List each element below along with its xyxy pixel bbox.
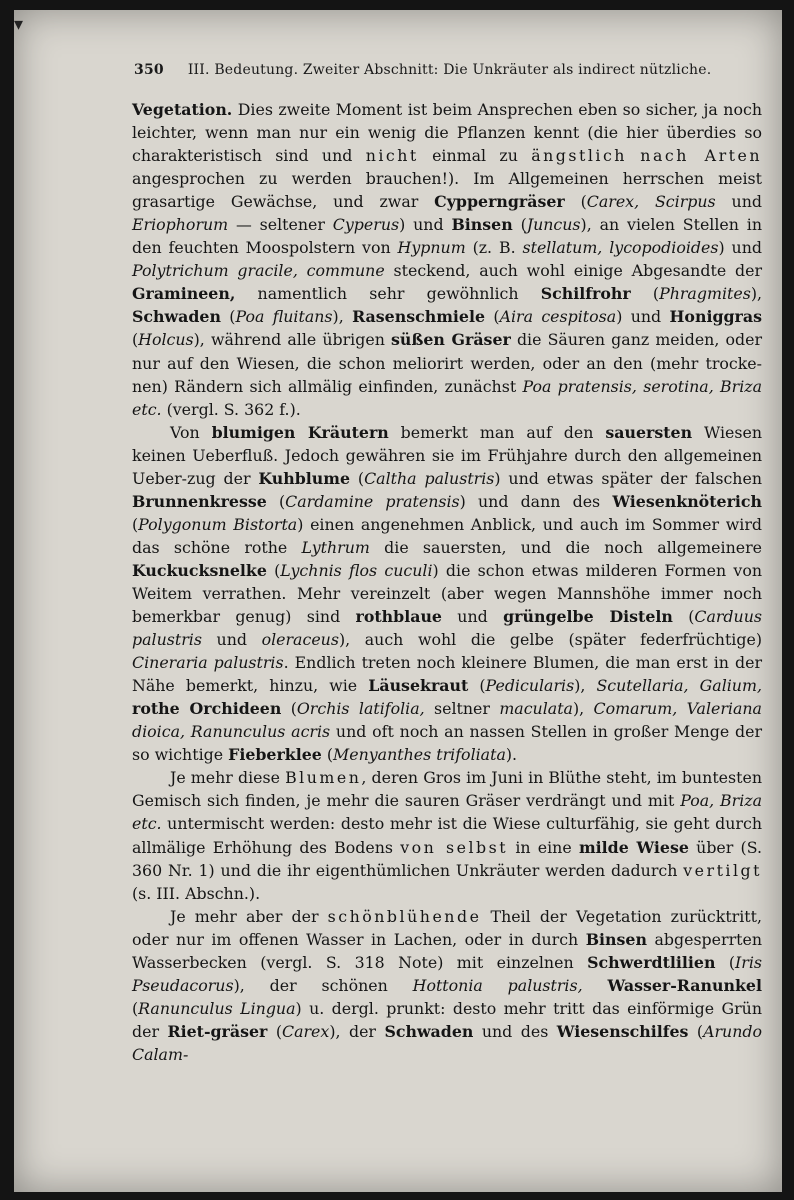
text-run: Kuhblume [258, 468, 351, 488]
text-run: Scutellaria, Galium, [596, 676, 762, 696]
text-run: ) und [718, 238, 762, 258]
text-run: grüngelbe Disteln [503, 607, 673, 627]
text-run: Lythrum [301, 537, 370, 557]
text-run: ) u. dergl. prunkt: desto mehr tritt das einförmige Grün der [132, 998, 762, 1041]
text-run: Von [170, 422, 212, 442]
text-run: ), [750, 284, 762, 304]
text-run: Schwaden [384, 1021, 474, 1041]
text-run: nach Arten [640, 146, 763, 166]
text-run: ( [564, 192, 587, 212]
text-run: ( [267, 1021, 282, 1041]
text-run: ), [574, 676, 597, 696]
text-run: ( [266, 491, 286, 511]
paragraph-schoenbluehend [132, 905, 762, 1066]
text-run: (s. III. Abschn.). [132, 883, 261, 903]
text-run: Wiesenknöterich [612, 491, 762, 511]
text-run: ( [132, 998, 139, 1018]
text-run: Wasser-Ranunkel [607, 975, 762, 995]
text-run: ( [266, 560, 281, 580]
text-run: Läusekraut [368, 676, 469, 696]
text-run: Lychnis flos cuculi [280, 560, 433, 580]
text-run: Carex, Scirpus [586, 192, 716, 212]
text-run: Iris Pseudacorus [132, 952, 762, 995]
text-run: Cineraria palustris [132, 653, 284, 673]
text-run: Ranunculus Lingua [138, 998, 296, 1018]
paragraph-blumen [132, 766, 762, 904]
text-run: milde Wiese [578, 837, 689, 857]
text-run: von selbst [400, 837, 509, 857]
text-run: ( [132, 330, 139, 350]
running-header [134, 62, 754, 78]
ink-mark: ▾ [14, 14, 24, 35]
text-run: und [715, 192, 762, 212]
text-run: Wiesen keinen Ueberfluß. Jedoch gewähren sie im Frühjahre durch den allgemeinen Ueber-zug der [132, 422, 762, 488]
text-run: rothe Orchideen [132, 699, 282, 719]
book-page [14, 10, 782, 1192]
text-run: Hypnum [397, 238, 466, 258]
text-run: Poa pratensis, serotina, Briza etc. [132, 376, 762, 419]
text-run: die sauersten, und die noch allgemeinere [369, 537, 763, 557]
text-run: ( [715, 952, 736, 972]
text-run: Arundo Calam- [132, 1021, 763, 1064]
text-run: Dies zweite Moment ist beim Ansprechen eben so sicher, ja noch leichter, wenn man nur ein wenig die Pflanzen kennt (die hier überdies so charakteristisch sind und [132, 100, 762, 166]
text-run: Polygonum Bistorta [138, 514, 298, 534]
text-run: sauersten [605, 422, 693, 442]
text-run: Hottonia palustris, [412, 975, 583, 995]
text-run: süßen Gräser [391, 330, 511, 350]
text-run: ), [332, 307, 353, 327]
text-run: ) und [616, 307, 670, 327]
page-number: 350 [134, 62, 164, 78]
text-run: und oft noch an nassen Stellen in großer Menge der so wichtige [132, 722, 762, 765]
text-run: nicht [365, 146, 419, 166]
text-run: ), während alle übrigen [193, 330, 391, 350]
text-run: ), der schönen [233, 975, 413, 995]
text-run: ( [630, 284, 660, 304]
text-run: Carduus palustris [132, 607, 762, 650]
text-run: oleraceus [261, 630, 339, 650]
text-run: ( [688, 1021, 704, 1041]
text-run: Aira cespitosa [499, 307, 617, 327]
text-run: Blumen [285, 768, 362, 788]
text-run: ( [672, 607, 695, 627]
text-run: ( [468, 676, 486, 696]
text-run: Binsen [451, 215, 513, 235]
text-run: und des [473, 1021, 557, 1041]
text-run [627, 146, 640, 165]
text-run: ( [132, 514, 139, 534]
text-run: Carex [282, 1021, 330, 1041]
text-run: ), der [329, 1021, 385, 1041]
text-run: Comarum, Valeriana dioica, Ranunculus acris [132, 699, 762, 742]
text-run: Poa fluitans [235, 307, 333, 327]
text-run: Juncus [526, 215, 581, 235]
text-run: ( [321, 745, 334, 765]
text-run: seltner [424, 699, 500, 719]
text-run: ( [512, 215, 527, 235]
text-run: ( [350, 468, 365, 488]
text-run: Cyperus [332, 215, 400, 235]
text-run: (z. B. [465, 238, 523, 258]
text-run: Holcus [138, 330, 194, 350]
text-run: untermischt werden: desto mehr ist die Wiese culturfähig, sie geht durch allmälige Erhöhung des Bodens [132, 814, 762, 857]
text-run: Je mehr diese [170, 768, 286, 788]
page-body [132, 98, 762, 1066]
text-run: über (S. 360 Nr. 1) und die ihr eigenthümlichen Unkräuter werden dadurch [132, 837, 762, 880]
text-run: die Säuren ganz meiden, oder nur auf den Wiesen, die schon meliorirt werden, oder an den (mehr trocke-nen) Rändern sich allmälig einfinden, zunächst [132, 330, 762, 396]
text-run: — seltener [228, 215, 333, 235]
text-run: namentlich sehr gewöhnlich [235, 284, 541, 304]
running-title: III. Bedeutung. Zweiter Abschnitt: Die Unkräuter als indirect nützliche. [187, 62, 712, 78]
text-run: Rasenschmiele [352, 307, 486, 327]
paragraph-blumige-kraeuter [132, 421, 762, 767]
text-run: rothblaue [355, 607, 442, 627]
text-run: Caltha palustris [364, 468, 495, 488]
text-run: einmal zu [418, 146, 532, 166]
text-run: Fieberklee [228, 745, 322, 765]
text-run: Cypperngräser [434, 192, 565, 212]
text-run: vertilgt [683, 860, 762, 880]
text-run: Polytrichum gracile, commune [132, 261, 385, 281]
text-run: bemerkt man auf den [388, 422, 606, 442]
text-run: Eriophorum [132, 215, 229, 235]
text-run: Je mehr aber der [170, 906, 328, 926]
text-run: ( [220, 307, 236, 327]
text-run: und [201, 630, 262, 650]
text-run: ), an vielen Stellen in den feuchten Moospolstern von [132, 215, 762, 258]
text-run: Pedicularis [485, 676, 575, 696]
text-run: abgesperrten Wasserbecken (vergl. S. 318 Note) mit einzelnen [132, 929, 762, 972]
text-run: Schwerdtlilien [587, 952, 716, 972]
text-run: Poa, Briza etc. [132, 791, 762, 834]
text-run: in eine [508, 837, 579, 857]
text-run: Theil der Vegetation zurücktritt, oder nur im offenen Wasser in Lachen, oder in durch [132, 906, 762, 949]
text-run: Kuckucksnelke [132, 560, 267, 580]
text-run: und [441, 607, 504, 627]
text-run: ). [505, 745, 518, 765]
paragraph-vegetation [132, 98, 762, 421]
text-run [583, 976, 608, 995]
text-run: Phragmites [659, 284, 751, 304]
text-run: Menyanthes trifoliata [333, 745, 506, 765]
text-run: . Endlich treten noch kleinere Blumen, die man erst in der Nähe bemerkt, hinzu, wie [132, 653, 762, 696]
text-run: ) und dann des [459, 491, 613, 511]
text-run: ( [485, 307, 500, 327]
text-run: ) und etwas später der falschen [494, 468, 762, 488]
text-run: Orchis latifolia, [296, 699, 425, 719]
text-run: ) die schon etwas milderen Formen von Weitem verrathen. Mehr vereinzelt (aber wegen Mannshöhe immer noch bemerkbar genug) sind [132, 560, 763, 627]
text-run: Gramineen, [132, 284, 236, 304]
text-run: blumigen Kräutern [211, 422, 389, 442]
text-run: Wiesenschilfes [556, 1021, 689, 1041]
text-run: ), [572, 699, 594, 719]
text-run: Schwaden [132, 307, 221, 327]
text-run: , deren Gros im Juni in Blüthe steht, im buntesten Gemisch sich finden, je mehr die sauren Gräser verdrängt und mit [132, 768, 762, 811]
text-run: ( [281, 699, 297, 719]
text-run: Binsen [585, 929, 647, 949]
text-run: steckend, auch wohl einige Abgesandte der [384, 261, 763, 281]
text-run: stellatum, lycopodioides [522, 238, 719, 258]
text-run: angesprochen zu werden brauchen!). Im Allgemeinen herrschen meist grasartige Gewächse, und zwar [132, 169, 762, 212]
text-run: (vergl. S. 362 f.). [161, 399, 301, 419]
text-run: Cardamine pratensis [285, 491, 460, 511]
text-run: ängstlich [531, 146, 627, 166]
text-run: maculata [499, 699, 573, 719]
text-run: Riet-gräser [167, 1021, 268, 1041]
text-run: Schilfrohr [540, 284, 631, 304]
text-run: ) und [399, 215, 452, 235]
section-heading: Vegetation. [132, 100, 233, 119]
text-run: ), auch wohl die gelbe (später federfrüchtige) [338, 630, 762, 650]
text-run: Honiggras [669, 307, 762, 327]
text-run: ) einen angenehmen Anblick, und auch im Sommer wird das schöne rothe [132, 514, 763, 557]
text-run: Brunnenkresse [132, 491, 267, 511]
text-run: schönblühende [327, 906, 482, 926]
